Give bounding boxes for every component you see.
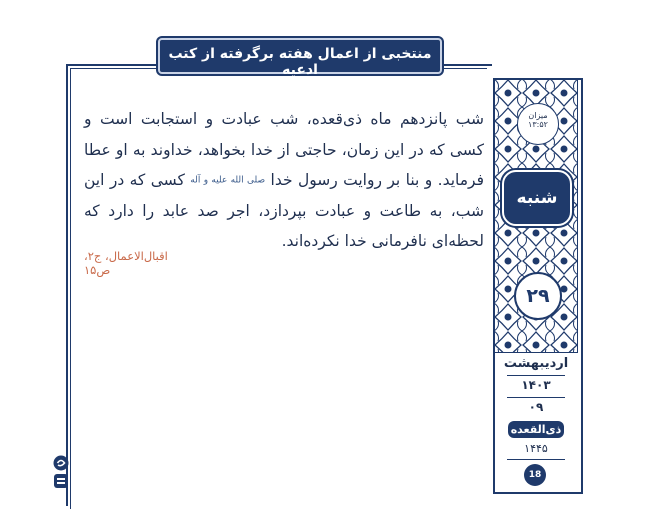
divider <box>507 375 565 376</box>
source-citation: اقبال‌الاعمال، ج۲، ص۱۵ <box>84 249 168 277</box>
main-text-part-1: شب پانزدهم ماه ذی‌قعده، شب عبادت و استجابت است و کسی که در این زمان، حاجتی از خدا بخواهد، خداوند به او عطا فرماید. و بنا بر روایت رسول خدا <box>84 110 485 189</box>
day-number: ۲۹ <box>514 272 562 320</box>
solar-month: اردیبهشت <box>503 356 569 371</box>
header-banner <box>158 38 442 78</box>
main-text <box>84 104 484 257</box>
mizan-time: ۱۳:۵۲ <box>528 120 548 129</box>
lunar-year: ۱۴۴۵ <box>524 442 548 455</box>
lunar-day: ۰۹ <box>528 400 544 414</box>
page-number: 18 <box>524 464 546 486</box>
divider <box>507 459 565 460</box>
header-title: منتخبی از اعمال هفته برگرفته از کتب ادعیه <box>168 46 432 78</box>
solar-year: ۱۴۰۳ <box>521 378 551 392</box>
main-text-part-2: کسی که در این شب، به طاعت و عبادت بپردازد، اجر صد عابد را دارد که لحظه‌ای نافرمانی خدا نکرده‌اند. <box>84 171 484 251</box>
lunar-month-badge: ذی‌القعده <box>508 421 564 438</box>
honorific-glyph: صلی الله علیه و آله <box>190 175 266 186</box>
publisher-logo-icon <box>53 455 69 490</box>
mizan-badge <box>517 103 559 145</box>
day-name-badge: شنبه <box>502 170 572 226</box>
mizan-label: میزان <box>528 111 548 120</box>
divider <box>507 397 565 398</box>
